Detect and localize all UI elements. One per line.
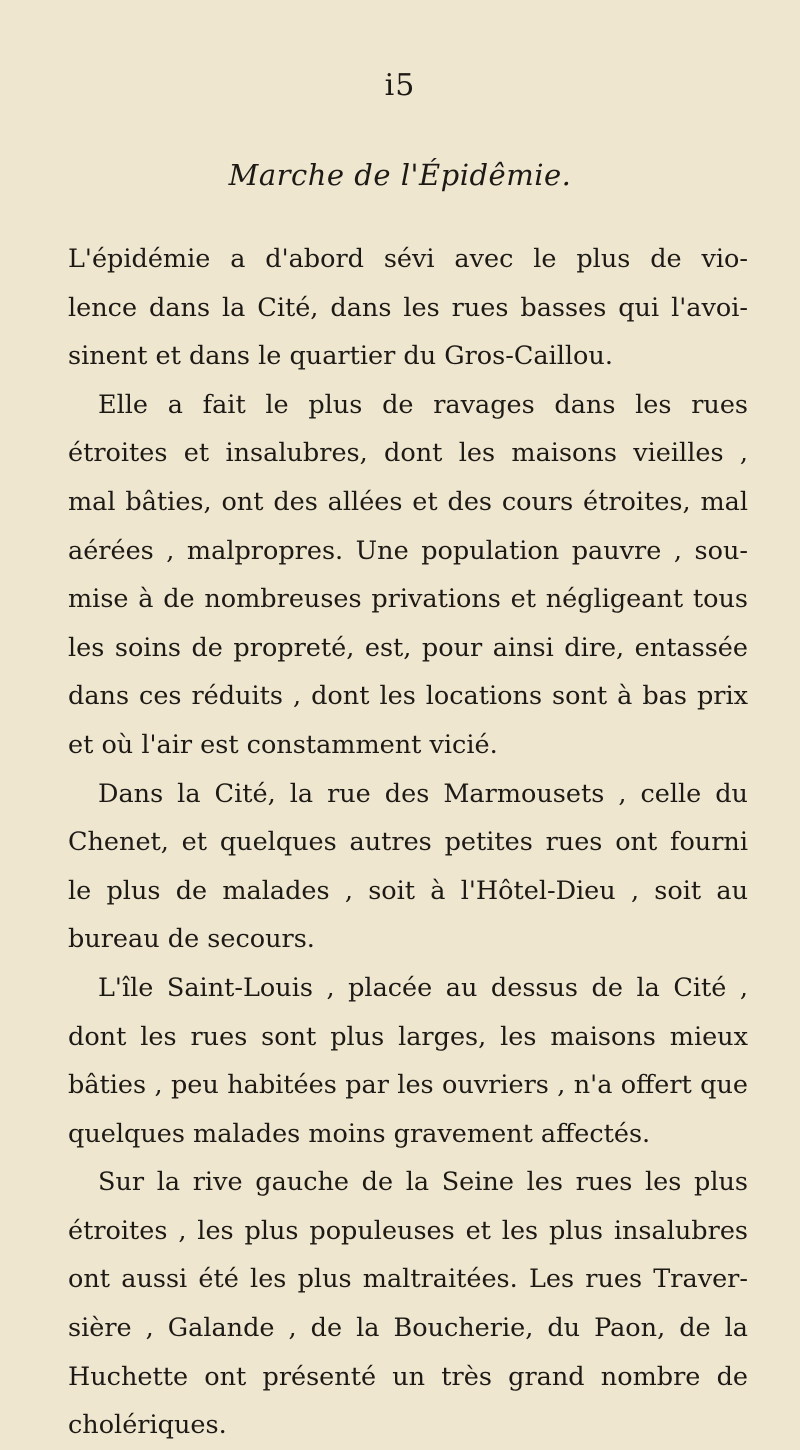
text-line: L'île Saint-Louis , placée au dessus de la Cité , [98,972,748,1003]
text-line: aérées , malpropres. Une population pauvre , sou- [68,535,748,566]
text-line: mal bâties, ont des allées et des cours étroites, mal [68,486,748,517]
text-line: bureau de secours. [68,924,315,955]
text-line: Chenet, et quelques autres petites rues ont fourni [68,827,748,858]
text-line: Elle a fait le plus de ravages dans les rues [98,389,748,420]
text-line: Dans la Cité, la rue des Marmousets , celle du [98,778,748,809]
text-line: étroites , les plus populeuses et les plus insalubres [68,1215,748,1246]
text-line: lence dans la Cité, dans les rues basses qui l'avoi- [68,292,748,323]
body-text [68,235,748,1450]
text-line: sinent et dans le quartier du Gros-Caillou. [68,341,613,372]
text-line: dont les rues sont plus larges, les maisons mieux [68,1021,748,1052]
page-number: i5 [384,68,416,103]
text-line: et où l'air est constamment vicié. [68,729,498,760]
text-line: quelques malades moins gravement affectés. [68,1118,651,1149]
text-line: étroites et insalubres, dont les maisons vieilles , [68,438,748,469]
text-line: ont aussi été les plus maltraitées. Les rues Traver- [68,1264,748,1295]
text-line: mise à de nombreuses privations et négligeant tous [68,584,748,615]
text-line: L'épidémie a d'abord sévi avec le plus de vio- [68,244,748,274]
text-line: bâties , peu habitées par les ouvriers , n'a offert que [68,1070,748,1101]
text-line: Sur la rive gauche de la Seine les rues les plus [98,1167,748,1198]
text-line: dans ces réduits , dont les locations sont à bas prix [68,681,748,712]
text-line: sière , Galande , de la Boucherie, du Paon, de la [68,1313,748,1344]
text-line: le plus de malades , soit à l'Hôtel-Dieu , soit au [68,875,748,906]
text-line: Huchette ont présenté un très grand nombre de [68,1361,748,1392]
text-line: les soins de propreté, est, pour ainsi dire, entassée [68,632,748,663]
text-line: cholériques. [68,1410,227,1441]
section-title: Marche de l'Épidêmie. [228,158,572,192]
